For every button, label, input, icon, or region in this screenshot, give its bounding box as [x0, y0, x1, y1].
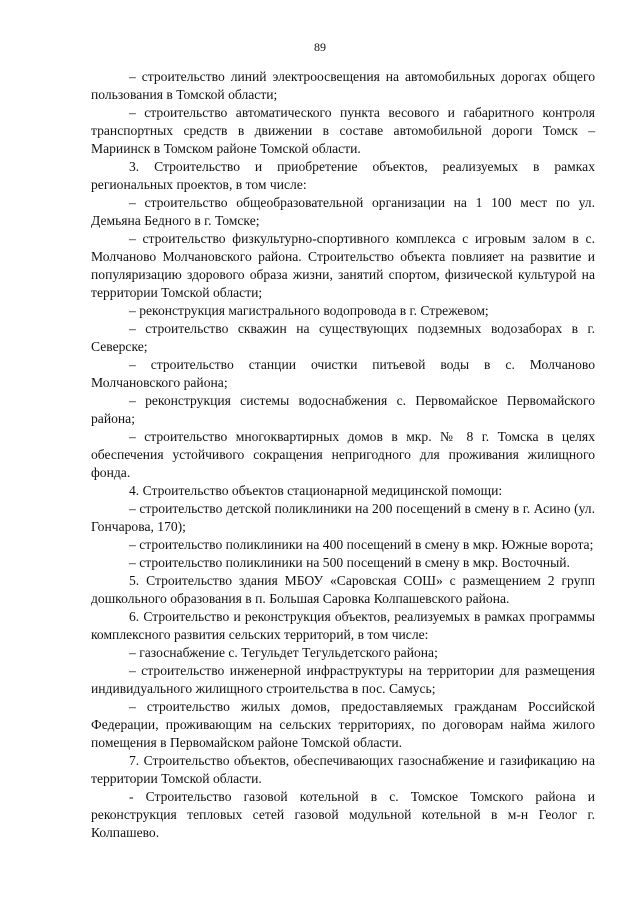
paragraph: – строительство линий электроосвещения на автомобильных дорогах общего пользования в Томской области; — [91, 69, 595, 102]
paragraph: – строительство станции очистки питьевой воды в с. Молчаново Молчановского района; — [91, 357, 595, 390]
paragraph: – строительство инженерной инфраструктуры на территории для размещения индивидуального жилищного строительства в пос. Самусь; — [91, 663, 595, 696]
paragraph: – строительство автоматического пункта весового и габаритного контроля транспортных средств в движении в составе автомобильной дороги Томск – Мариинск в Томском районе Томской области. — [91, 105, 595, 156]
paragraph: - Строительство газовой котельной в с. Томское Томского района и реконструкция тепловых сетей газовой модульной котельной в м-н Геолог г. Колпашево. — [91, 789, 595, 840]
paragraph: – строительство многоквартирных домов в мкр. № 8 г. Томска в целях обеспечения устойчивого сокращения непригодного для проживания жилищного фонда. — [91, 429, 595, 480]
section-heading: 4. Строительство объектов стационарной медицинской помощи: — [129, 483, 503, 498]
section-heading: 6. Строительство и реконструкция объектов, реализуемых в рамках программы комплексного развития сельских территорий, в том числе: — [91, 609, 595, 642]
paragraph: – строительство физкультурно-спортивного комплекса с игровым залом в с. Молчаново Молчановского района. Строительство объекта повлияет на развитие и популяризацию здорового образа жизни, занятий спортом, физической культурой на территории Томской области; — [91, 231, 595, 300]
paragraph: – строительство поликлиники на 500 посещений в смену в мкр. Восточный. — [129, 555, 570, 570]
paragraph: – строительство скважин на существующих подземных водозаборах в г. Северске; — [91, 321, 595, 354]
paragraph: – газоснабжение с. Тегульдет Тегульдетского района; — [129, 645, 438, 660]
section-heading: 5. Строительство здания МБОУ «Саровская СОШ» с размещением 2 групп дошкольного образования в п. Большая Саровка Колпашевского района. — [91, 573, 595, 606]
section-heading: 7. Строительство объектов, обеспечивающих газоснабжение и газификацию на территории Томской области. — [91, 753, 595, 786]
paragraph: – строительство детской поликлиники на 200 посещений в смену в г. Асино (ул. Гончарова, 170); — [91, 501, 595, 534]
paragraph: – реконструкция магистрального водопровода в г. Стрежевом; — [129, 303, 489, 318]
paragraph: – строительство поликлиники на 400 посещений в смену в мкр. Южные ворота; — [129, 537, 594, 552]
document-body — [91, 68, 595, 842]
paragraph: – строительство жилых домов, предоставляемых гражданам Российской Федерации, проживающим на сельских территориях, по договорам найма жилого помещения в Первомайском районе Томской области. — [91, 699, 595, 750]
section-heading: 3. Строительство и приобретение объектов, реализуемых в рамках региональных проектов, в том числе: — [91, 159, 595, 192]
page-number: 89 — [314, 40, 326, 54]
paragraph: – строительство общеобразовательной организации на 1 100 мест по ул. Демьяна Бедного в г. Томске; — [91, 195, 595, 228]
paragraph: – реконструкция системы водоснабжения с. Первомайское Первомайского района; — [91, 393, 595, 426]
